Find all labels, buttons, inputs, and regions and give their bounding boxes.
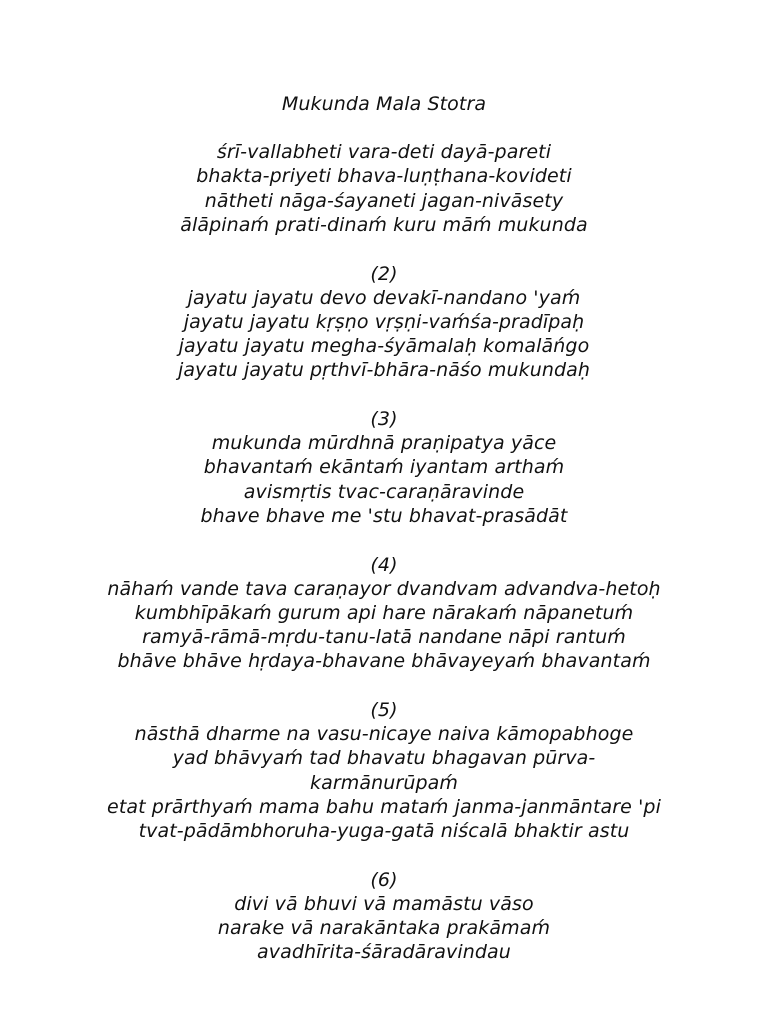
verse-line: tvat-pādāmbhoruha-yuga-gatā niścalā bhaktir astu xyxy=(138,820,630,843)
verse-line: ramyā-rāmā-mṛdu-tanu-latā nandane nāpi rantuḿ xyxy=(142,626,626,649)
verse-line: ālāpinaḿ prati-dinaḿ kuru māḿ mukunda xyxy=(180,213,588,236)
verse-line: bhakta-priyeti bhava-luṇṭhana-kovideti xyxy=(196,165,572,188)
verse-line: nātheti nāga-śayaneti jagan-nivāsety xyxy=(204,189,564,212)
verse-line: yad bhāvyaḿ tad bhavatu bhagavan pūrva- xyxy=(172,747,596,770)
verse-line: karmānurūpaḿ xyxy=(310,771,458,794)
verse-number: (2) xyxy=(370,262,398,285)
verse-line: jayatu jayatu megha-śyāmalaḥ komalāńgo xyxy=(178,335,590,358)
verse-line: śrī-vallabheti vara-deti dayā-pareti xyxy=(216,141,552,164)
verse-line: etat prārthyaḿ mama bahu mataḿ janma-janmāntare 'pi xyxy=(107,795,661,818)
verse-number: (6) xyxy=(370,868,398,891)
verse-line: avadhīrita-śāradāravindau xyxy=(257,941,511,964)
verse-2 xyxy=(0,262,768,383)
verse-number: (4) xyxy=(370,553,398,576)
page-title: Mukunda Mala Stotra xyxy=(281,93,487,115)
verse-line: kumbhīpākaḿ gurum api hare nārakaḿ nāpanetuḿ xyxy=(134,601,634,624)
verse-line: bhave bhave me 'stu bhavat-prasādāt xyxy=(200,504,568,527)
verse-5 xyxy=(0,698,768,843)
verse-line: jayatu jayatu pṛthvī-bhāra-nāśo mukundaḥ xyxy=(177,359,591,382)
verse-line: mukunda mūrdhnā praṇipatya yāce xyxy=(211,432,557,455)
stotra-text xyxy=(0,92,768,989)
verse-line: nāhaḿ vande tava caraṇayor dvandvam advandva-hetoḥ xyxy=(107,577,661,600)
verse-line: nāsthā dharme na vasu-nicaye naiva kāmopabhoge xyxy=(134,723,634,746)
verse-line: bhavantaḿ ekāntaḿ iyantam arthaḿ xyxy=(203,456,565,479)
verse-1 xyxy=(0,140,768,237)
verse-number: (5) xyxy=(370,699,398,722)
verse-4 xyxy=(0,553,768,674)
verse-line: jayatu jayatu kṛṣṇo vṛṣṇi-vaḿśa-pradīpaḥ xyxy=(183,310,585,333)
verse-line: avismṛtis tvac-caraṇāravinde xyxy=(243,480,525,503)
verse-6 xyxy=(0,868,768,965)
verse-line: bhāve bhāve hṛdaya-bhavane bhāvayeyaḿ bhavantaḿ xyxy=(117,650,651,673)
verse-line: jayatu jayatu devo devakī-nandano 'yaḿ xyxy=(187,286,581,309)
verse-line: narake vā narakāntaka prakāmaḿ xyxy=(217,917,551,940)
verse-number: (3) xyxy=(370,408,398,431)
verse-line: divi vā bhuvi vā mamāstu vāso xyxy=(234,892,534,915)
verse-3 xyxy=(0,407,768,528)
